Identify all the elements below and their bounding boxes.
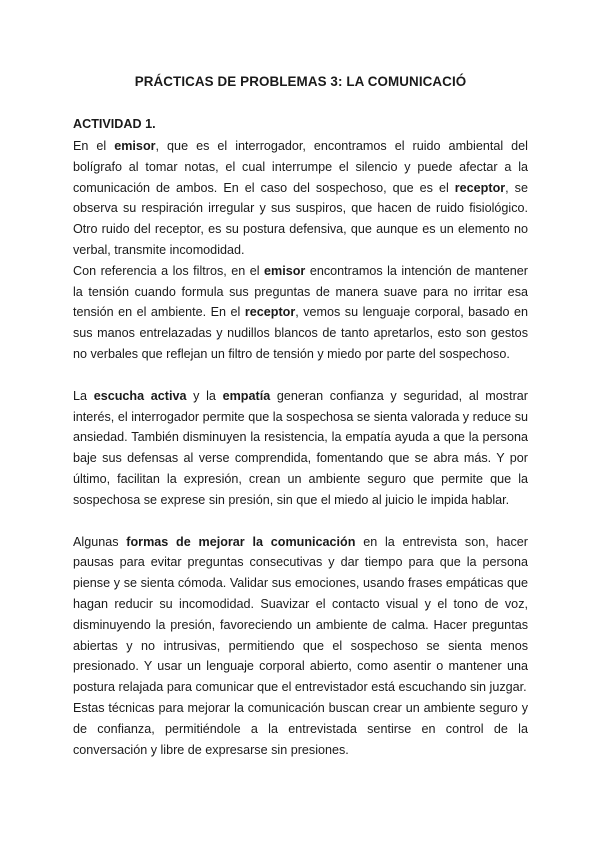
bold-term: emisor	[264, 263, 306, 278]
text-run: Con referencia a los filtros, en el	[73, 263, 265, 278]
text-run: en la entrevista son, hacer pausas para evitar preguntas consecutivas y dar tiempo para que la persona piense y se sienta cómoda. Validar sus emociones, usando frases empáticas que hagan reducir su incomodidad. Suavizar el contacto visual y el tono de voz, disminuyendo la presión, favoreciendo un ambiente de calma. Hacer preguntas abiertas y no intrusivas, permitiendo que el sospechoso se sienta menos presionado. Y usar un lenguaje corporal abierto, como asentir o mantener una postura relajada para comunicar que el entrevistador está escuchando sin juzgar.	[73, 534, 528, 695]
paragraph-filters	[73, 261, 528, 365]
text-run: , vemos su lenguaje corporal, basado en sus manos entrelazadas y nudillos blancos de tanto apretarlos, esto son gestos no verbales que reflejan un filtro de tensión y miedo por parte del sospechoso.	[73, 305, 528, 361]
text-run: Estas técnicas para mejorar la comunicación buscan crear un ambiente seguro y de confianza, permitiéndole a la entrevistada sentirse en control de la conversación y libre de expresarse sin presiones.	[73, 700, 528, 757]
bold-term: emisor	[114, 139, 156, 153]
section-heading: ACTIVIDAD 1.	[73, 117, 156, 131]
paragraph-conclusion	[73, 698, 528, 760]
text-run: En el	[73, 139, 115, 153]
paragraph-improvements	[73, 532, 528, 698]
paragraph-gap	[73, 365, 528, 386]
paragraph-gap	[73, 511, 528, 532]
paragraph-active-listening	[73, 386, 528, 511]
bold-term: formas de mejorar la comunicación	[126, 534, 356, 549]
text-run: , que es el interrogador, encontramos el ruido ambiental del bolígrafo al tomar notas, el cual interrumpe el silencio y puede afectar a la comunicación de ambos. En el caso del sospechoso, que es el	[73, 139, 528, 195]
page-title: PRÁCTICAS DE PROBLEMAS 3: LA COMUNICACIÓ	[134, 74, 467, 89]
paragraph-noise	[73, 136, 528, 261]
text-run: y la	[186, 388, 223, 403]
text-run: generan confianza y seguridad, al mostrar interés, el interrogador permite que la sospechosa se sienta valorada y reduce su ansiedad. También disminuyen la resistencia, la empatía ayuda a que la persona baje sus defensas al verse comprendida, fomentando que se abra más. Y por último, facilitan la expresión, crean un ambiente seguro que permite que la sospechosa se exprese sin presión, sin que el miedo al juicio le impida hablar.	[73, 388, 528, 507]
text-run: La	[73, 388, 94, 403]
bold-term: escucha activa	[93, 388, 187, 403]
text-run: Algunas	[73, 534, 127, 549]
bold-term: empatía	[222, 388, 271, 403]
bold-term: receptor	[454, 180, 506, 195]
text-run: , se observa su respiración irregular y sus suspiros, que hacen de ruido fisiológico. Otro ruido del receptor, es su postura defensiva, que aunque es un elemento no verbal, transmite incomodidad.	[73, 180, 528, 257]
text-run: encontramos la intención de mantener la tensión cuando formula sus preguntas de manera suave para no irritar esa tensión en el ambiente. En el	[73, 263, 528, 320]
bold-term: receptor	[244, 305, 296, 320]
